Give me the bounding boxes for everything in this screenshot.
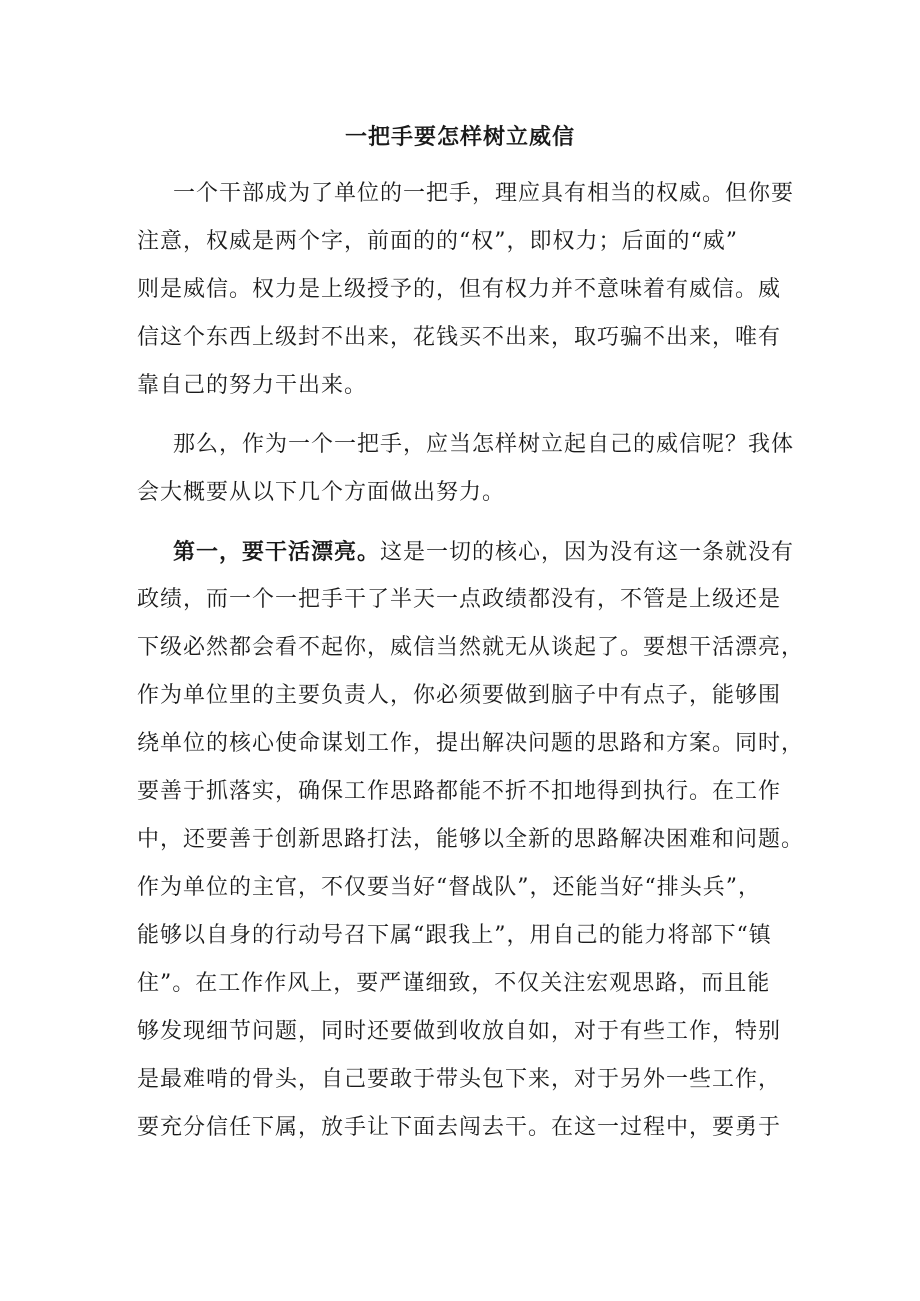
paragraph-line: 一个干部成为了单位的一把手，理应具有相当的权威。但你要 <box>173 181 795 206</box>
paragraph-intro <box>137 170 795 410</box>
document-title: 一把手要怎样树立威信 <box>344 124 575 150</box>
paragraph-line: 则是威信。权力是上级授予的，但有权力并不意味着有威信。威 <box>137 277 782 302</box>
paragraph-line: 是最难啃的骨头，自己要敢于带头包下来，对于另外一些工作， <box>137 1067 782 1092</box>
paragraph-line: 靠自己的努力干出来。 <box>137 373 368 398</box>
paragraph-line: 作为单位里的主要负责人，你必须要做到脑子中有点子，能够围 <box>137 683 782 708</box>
paragraph-line: 会大概要从以下几个方面做出努力。 <box>137 480 506 505</box>
paragraph-line: 作为单位的主官，不仅要当好“督战队”，还能当好“排头兵”， <box>137 875 761 900</box>
paragraph-line: 够发现细节问题，同时还要做到收放自如，对于有些工作，特别 <box>137 1019 782 1044</box>
paragraph-point-one <box>137 528 805 1152</box>
paragraph-line: 要善于抓落实，确保工作思路都能不折不扣地得到执行。在工作 <box>137 779 782 804</box>
paragraph-line: 信这个东西上级封不出来，花钱买不出来，取巧骗不出来，唯有 <box>137 325 782 350</box>
paragraph-line: 政绩，而一个一把手干了半天一点政绩都没有，不管是上级还是 <box>137 587 782 612</box>
paragraph-line: 那么，作为一个一把手，应当怎样树立起自己的威信呢？我体 <box>173 432 795 457</box>
paragraph-question <box>137 421 795 517</box>
paragraph-line: 能够以自身的行动号召下属“跟我上”，用自己的能力将部下“镇 <box>137 923 772 948</box>
paragraph-line: 下级必然都会看不起你，威信当然就无从谈起了。要想干活漂亮， <box>137 635 805 660</box>
paragraph-first-line <box>137 528 795 576</box>
paragraph-line: 中，还要善于创新思路打法，能够以全新的思路解决困难和问题。 <box>137 827 805 852</box>
paragraph-line: 注意，权威是两个字，前面的的“权”，即权力；后面的“威” <box>137 229 738 254</box>
point-heading: 第一，要干活漂亮。 <box>173 539 381 565</box>
first-line-rest: 这是一切的核心，因为没有这一条就没有 <box>380 540 795 565</box>
paragraph-line: 要充分信任下属，放手让下面去闯去干。在这一过程中，要勇于 <box>137 1115 782 1140</box>
paragraph-line: 绕单位的核心使命谋划工作，提出解决问题的思路和方案。同时， <box>137 731 805 756</box>
paragraph-line: 住”。在工作作风上，要严谨细致，不仅关注宏观思路，而且能 <box>137 971 771 996</box>
